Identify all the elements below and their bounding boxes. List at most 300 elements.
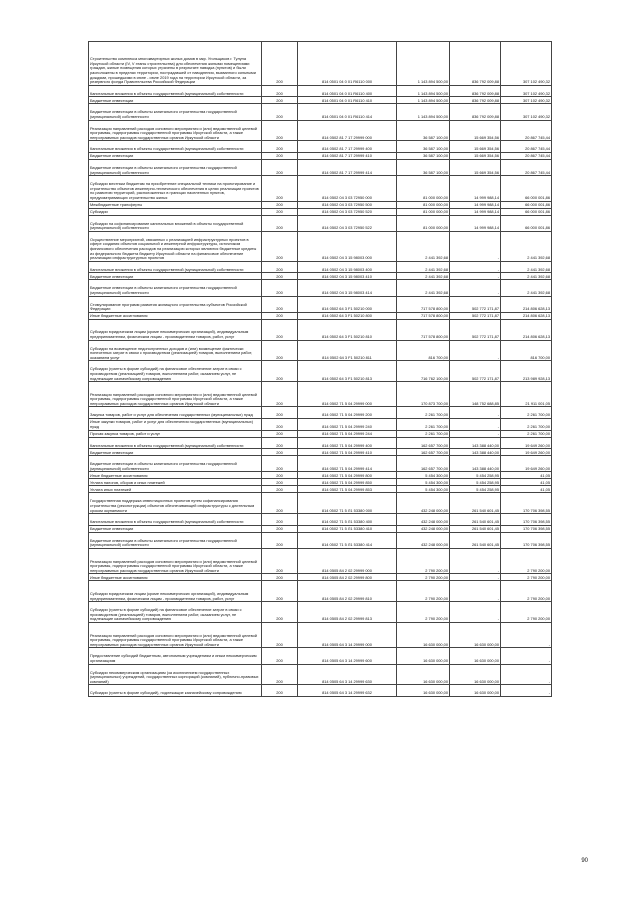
- executed-amount: -: [450, 430, 501, 437]
- row-name: Бюджетные инвестиции: [89, 449, 262, 456]
- budget-code: 814 0502 71 5 Л1 53380 400: [298, 514, 397, 526]
- row-name: Реализация направлений расходов основного мероприятия и (или) ведомственной целевой программы, подпрограммы государственной программы Иркутской области, а также непрограммных расходов государственных органов Иркутской области: [89, 120, 262, 141]
- budget-code: 814 0502 71 5 Л1 53380 414: [298, 532, 397, 548]
- unexecuted-amount: 2 790 200,00: [501, 602, 552, 623]
- unexecuted-amount: 19 649 260,00: [501, 456, 552, 472]
- unexecuted-amount: 66 000 001,86: [501, 208, 552, 215]
- row-name: Капитальные вложения в объекты государственной (муниципальной) собственности: [89, 141, 262, 153]
- table-row: [89, 623, 552, 648]
- unexecuted-amount: 816 700,00: [501, 340, 552, 361]
- line-code: 200: [262, 407, 298, 419]
- row-name: Капитальные вложения в объекты государственной (муниципальной) собственности: [89, 261, 262, 273]
- executed-amount: -: [450, 419, 501, 431]
- table-row: [89, 514, 552, 526]
- line-code: 200: [262, 602, 298, 623]
- row-name: Бюджетные инвестиции в объекты капитального строительства государственной (муниципальной) собственности: [89, 159, 262, 175]
- budget-code: 814 0502 04 3 15 98003 400: [298, 261, 397, 273]
- executed-amount: 14 999 988,14: [450, 208, 501, 215]
- row-name: Стимулирование программ развития жилищного строительства субъектов Российской Федерации: [89, 296, 262, 312]
- table-row: [89, 176, 552, 201]
- line-code: 200: [262, 280, 298, 296]
- row-name: Реализация направлений расходов основного мероприятия и (или) ведомственной целевой программы, подпрограммы государственной программы Иркутской области, а также непрограммных расходов государственных органов Иркутской области: [89, 549, 262, 574]
- budget-code: 814 0502 04 3 15 98003 414: [298, 280, 397, 296]
- line-code: 200: [262, 104, 298, 120]
- row-name: Бюджетные инвестиции: [89, 152, 262, 159]
- row-name: Бюджетные инвестиции: [89, 97, 262, 104]
- unexecuted-amount: -: [501, 623, 552, 648]
- budget-code: 814 0505 84 2 02 29999 000: [298, 549, 397, 574]
- approved-amount: 432 248 000,00: [397, 493, 450, 514]
- approved-amount: 432 248 000,00: [397, 514, 450, 526]
- line-code: 200: [262, 449, 298, 456]
- line-code: 200: [262, 201, 298, 208]
- line-code: 200: [262, 97, 298, 104]
- executed-amount: 143 388 440,00: [450, 449, 501, 456]
- approved-amount: 716 762 100,00: [397, 361, 450, 382]
- budget-code: 814 0502 04 3 03 72950 500: [298, 201, 397, 208]
- line-code: 200: [262, 514, 298, 526]
- budget-code: 814 0502 71 5 Л1 53380 000: [298, 493, 397, 514]
- approved-amount: 81 000 000,00: [397, 215, 450, 231]
- row-name: Субсидии некоммерческим организациям (за исключением государственных (муниципальных) учреждений, государственных корпораций (компаний), публично-правовых компаний): [89, 664, 262, 685]
- row-name: Реализация направлений расходов основного мероприятия и (или) ведомственной целевой программы, подпрограммы государственной программы Иркутской области, а также непрограммных расходов государственных органов Иркутской области: [89, 623, 262, 648]
- unexecuted-amount: 20 867 745,44: [501, 120, 552, 141]
- executed-amount: 836 792 009,88: [450, 104, 501, 120]
- unexecuted-amount: 214 806 628,13: [501, 312, 552, 319]
- unexecuted-amount: 19 649 260,00: [501, 449, 552, 456]
- budget-code: 814 0505 84 2 02 29999 810: [298, 581, 397, 602]
- unexecuted-amount: 2 261 700,00: [501, 419, 552, 431]
- budget-table: [88, 41, 551, 697]
- executed-amount: 5 454 258,95: [450, 486, 501, 493]
- row-name: Субсидии на возмещение недополученных доходов и (или) возмещение фактически понесенных затрат в связи с производством (реализацией) товаров, выполнением работ, оказанием услуг: [89, 340, 262, 361]
- budget-code: 814 0502 04 3 15 98003 410: [298, 273, 397, 280]
- executed-amount: -: [450, 340, 501, 361]
- row-name: Закупка товаров, работ и услуг для обеспечения государственных (муниципальных) нужд: [89, 407, 262, 419]
- budget-code: 814 0502 64 3 F1 50210 000: [298, 296, 397, 312]
- unexecuted-amount: 170 706 398,55: [501, 532, 552, 548]
- row-name: Субсидии (гранты в форме субсидий) на финансовое обеспечение затрат в связи с производством (реализацией) товаров, выполнением работ, оказанием услуг, не подлежащие казначейскому сопровождению: [89, 602, 262, 623]
- approved-amount: 1 143 894 500,00: [397, 104, 450, 120]
- unexecuted-amount: 66 000 001,86: [501, 201, 552, 208]
- approved-amount: 5 454 300,00: [397, 486, 450, 493]
- row-name: Уплата налогов, сборов и иных платежей: [89, 479, 262, 486]
- line-code: 200: [262, 430, 298, 437]
- approved-amount: 2 790 200,00: [397, 549, 450, 574]
- table-row: [89, 120, 552, 141]
- line-code: 200: [262, 296, 298, 312]
- executed-amount: -: [450, 574, 501, 581]
- approved-amount: 16 630 000,00: [397, 664, 450, 685]
- line-code: 200: [262, 340, 298, 361]
- table-row: [89, 581, 552, 602]
- executed-amount: -: [450, 261, 501, 273]
- line-code: 200: [262, 648, 298, 664]
- row-name: Капитальные вложения в объекты государственной (муниципальной) собственности: [89, 514, 262, 526]
- budget-code: 814 0502 71 5 04 29999 240: [298, 419, 397, 431]
- line-code: 200: [262, 231, 298, 261]
- approved-amount: 2 790 200,00: [397, 581, 450, 602]
- line-code: 200: [262, 361, 298, 382]
- executed-amount: 836 792 009,88: [450, 97, 501, 104]
- table-row: [89, 449, 552, 456]
- row-name: Прочая закупка товаров, работ и услуг: [89, 430, 262, 437]
- table-row: [89, 437, 552, 449]
- unexecuted-amount: 41,05: [501, 472, 552, 479]
- budget-code: 814 0502 64 3 F1 50210 800: [298, 312, 397, 319]
- approved-amount: 16 630 000,00: [397, 648, 450, 664]
- line-code: 200: [262, 141, 298, 153]
- table-row: [89, 664, 552, 685]
- line-code: 200: [262, 574, 298, 581]
- table-row: [89, 382, 552, 407]
- executed-amount: -: [450, 581, 501, 602]
- budget-code: 814 0505 64 3 14 29999 600: [298, 648, 397, 664]
- approved-amount: 162 657 700,00: [397, 437, 450, 449]
- executed-amount: 148 752 688,85: [450, 382, 501, 407]
- line-code: 200: [262, 623, 298, 648]
- table-row: [89, 261, 552, 273]
- executed-amount: -: [450, 273, 501, 280]
- approved-amount: 432 248 000,00: [397, 532, 450, 548]
- line-code: 200: [262, 319, 298, 340]
- budget-code: 814 0502 04 3 15 98003 000: [298, 231, 397, 261]
- row-name: Иные бюджетные ассигнования: [89, 574, 262, 581]
- table-row: [89, 340, 552, 361]
- line-code: 200: [262, 312, 298, 319]
- unexecuted-amount: 307 102 490,32: [501, 97, 552, 104]
- unexecuted-amount: 41,05: [501, 479, 552, 486]
- approved-amount: 36 587 100,00: [397, 120, 450, 141]
- approved-amount: 162 657 700,00: [397, 449, 450, 456]
- budget-code: 814 0502 71 5 04 29999 400: [298, 437, 397, 449]
- unexecuted-amount: 307 102 490,32: [501, 42, 552, 86]
- executed-amount: 143 388 440,00: [450, 456, 501, 472]
- table-row: [89, 42, 552, 86]
- approved-amount: 162 657 700,00: [397, 456, 450, 472]
- budget-code: 814 0502 71 5 04 29999 200: [298, 407, 397, 419]
- executed-amount: 15 669 354,56: [450, 120, 501, 141]
- row-name: Субсидии (гранты в форме субсидий), подлежащие казначейскому сопровождению: [89, 685, 262, 697]
- row-name: Бюджетные инвестиции в объекты капитального строительства государственной (муниципальной) собственности: [89, 280, 262, 296]
- unexecuted-amount: 2 441 392,68: [501, 280, 552, 296]
- table-row: [89, 486, 552, 493]
- approved-amount: 36 587 100,00: [397, 159, 450, 175]
- row-name: Бюджетные инвестиции в объекты капитального строительства государственной (муниципальной) собственности: [89, 456, 262, 472]
- budget-code: 814 0502 71 5 04 29999 414: [298, 456, 397, 472]
- approved-amount: 5 454 300,00: [397, 479, 450, 486]
- unexecuted-amount: 2 261 700,00: [501, 430, 552, 437]
- approved-amount: 2 790 200,00: [397, 602, 450, 623]
- row-name: Субсидии на софинансирование капитальных вложений в объекты государственной (муниципальной) собственности: [89, 215, 262, 231]
- budget-code: 814 0505 84 2 02 29999 800: [298, 574, 397, 581]
- table-row: [89, 648, 552, 664]
- budget-code: 814 0502 81 7 17 29999 400: [298, 141, 397, 153]
- executed-amount: 15 669 354,56: [450, 141, 501, 153]
- budget-code: 814 0505 64 3 14 29999 632: [298, 685, 397, 697]
- approved-amount: 717 578 800,00: [397, 312, 450, 319]
- unexecuted-amount: 2 441 392,68: [501, 261, 552, 273]
- approved-amount: 81 000 000,00: [397, 201, 450, 208]
- budget-code: 814 0502 71 5 04 29999 244: [298, 430, 397, 437]
- row-name: Субсидии юридическим лицам (кроме некоммерческих организаций), индивидуальным предпринимателям, физическим лицам - производителям товаров, работ, услуг: [89, 581, 262, 602]
- table-row: [89, 97, 552, 104]
- executed-amount: 502 772 171,87: [450, 296, 501, 312]
- row-name: Реализация направлений расходов основного мероприятия и (или) ведомственной целевой программы, подпрограммы государственной программы Иркутской области, а также непрограммных расходов государственных органов Иркутской области: [89, 382, 262, 407]
- line-code: 200: [262, 486, 298, 493]
- row-name: Иные бюджетные ассигнования: [89, 312, 262, 319]
- row-name: Строительство комплекса многоквартирных жилых домов в мкр. Угольщиков г. Тулуна Иркутской области (IV, V этапы строительства) для обеспечения жилыми помещениями граждан, жилые помещения которых утрачены в результате паводка (пунктов) и были расположены в пределах территории, пострадавшей от наводнения, вызванного сильными дождями, прошедшими в июне - июле 2019 года на территории Иркутской области, за резервного фонда Правительства Российской Федерации: [89, 42, 262, 86]
- row-name: Капитальные вложения в объекты государственной (муниципальной) собственности: [89, 437, 262, 449]
- executed-amount: 14 999 988,14: [450, 201, 501, 208]
- approved-amount: 2 261 700,00: [397, 419, 450, 431]
- line-code: 200: [262, 215, 298, 231]
- executed-amount: 16 630 000,00: [450, 685, 501, 697]
- approved-amount: 5 454 300,00: [397, 472, 450, 479]
- budget-code: 814 0502 71 5 Л1 53380 410: [298, 525, 397, 532]
- line-code: 200: [262, 581, 298, 602]
- row-name: Бюджетные инвестиции в объекты капитального строительства государственной (муниципальной) собственности: [89, 104, 262, 120]
- line-code: 200: [262, 419, 298, 431]
- unexecuted-amount: 2 261 700,00: [501, 407, 552, 419]
- budget-code: 814 0501 04 0 01 R6110 000: [298, 42, 397, 86]
- unexecuted-amount: 307 102 490,32: [501, 104, 552, 120]
- approved-amount: 1 143 894 500,00: [397, 97, 450, 104]
- budget-code: 814 0501 04 0 01 R6110 410: [298, 97, 397, 104]
- table-row: [89, 273, 552, 280]
- table-row: [89, 549, 552, 574]
- executed-amount: -: [450, 602, 501, 623]
- unexecuted-amount: 20 867 745,44: [501, 141, 552, 153]
- unexecuted-amount: 2 441 392,68: [501, 273, 552, 280]
- approved-amount: 2 441 392,68: [397, 231, 450, 261]
- budget-code: 814 0502 81 7 17 29999 000: [298, 120, 397, 141]
- approved-amount: 717 578 800,00: [397, 296, 450, 312]
- line-code: 200: [262, 382, 298, 407]
- executed-amount: -: [450, 280, 501, 296]
- budget-code: 814 0502 64 3 F1 50210 810: [298, 319, 397, 340]
- row-name: Субсидии местным бюджетам на приобретение специальной техники на проектирование и строительство объектов инженерно-технического обеспечения в целях реализации проектов по развитию территорий, расположенных в границах населенных пунктов, предусматривающих строительство жилья: [89, 176, 262, 201]
- approved-amount: 16 630 000,00: [397, 623, 450, 648]
- executed-amount: -: [450, 231, 501, 261]
- budget-code: 814 0502 04 3 03 72950 522: [298, 215, 397, 231]
- budget-code: 814 0502 81 7 17 29999 414: [298, 159, 397, 175]
- line-code: 200: [262, 42, 298, 86]
- executed-amount: 261 540 601,45: [450, 532, 501, 548]
- approved-amount: 81 000 000,00: [397, 176, 450, 201]
- budget-code: 814 0501 04 0 01 R6110 400: [298, 85, 397, 97]
- row-name: Государственная поддержка инвестиционных проектов путем софинансирования строительства (реконструкции) объектов обеспечивающей инфраструктуры с длительным сроком окупаемости: [89, 493, 262, 514]
- unexecuted-amount: 214 806 628,13: [501, 319, 552, 340]
- unexecuted-amount: -: [501, 648, 552, 664]
- table-row: [89, 685, 552, 697]
- budget-code: 814 0505 64 3 14 29999 000: [298, 623, 397, 648]
- unexecuted-amount: -: [501, 685, 552, 697]
- unexecuted-amount: 21 911 001,05: [501, 382, 552, 407]
- executed-amount: 16 630 000,00: [450, 664, 501, 685]
- unexecuted-amount: 213 989 928,13: [501, 361, 552, 382]
- executed-amount: 143 388 440,00: [450, 437, 501, 449]
- line-code: 200: [262, 532, 298, 548]
- executed-amount: 836 792 009,88: [450, 42, 501, 86]
- executed-amount: 5 454 258,95: [450, 479, 501, 486]
- unexecuted-amount: 2 790 200,00: [501, 581, 552, 602]
- row-name: Предоставление субсидий бюджетным, автономным учреждениям и иным некоммерческим организациям: [89, 648, 262, 664]
- line-code: 200: [262, 208, 298, 215]
- row-name: Субсидии: [89, 208, 262, 215]
- table-row: [89, 361, 552, 382]
- approved-amount: 1 143 894 500,00: [397, 42, 450, 86]
- row-name: Межбюджетные трансферты: [89, 201, 262, 208]
- budget-code: 814 0502 81 7 17 29999 410: [298, 152, 397, 159]
- unexecuted-amount: 170 706 398,55: [501, 514, 552, 526]
- table-row: [89, 574, 552, 581]
- unexecuted-amount: 20 867 745,44: [501, 152, 552, 159]
- budget-code: 814 0502 71 5 04 29999 000: [298, 382, 397, 407]
- budget-code: 814 0502 64 3 F1 50210 811: [298, 340, 397, 361]
- table-row: [89, 479, 552, 486]
- budget-code: 814 0505 64 3 14 29999 630: [298, 664, 397, 685]
- table-row: [89, 152, 552, 159]
- row-name: Субсидии юридическим лицам (кроме некоммерческих организаций), индивидуальным предпринимателям, физическим лицам - производителям товаров, работ, услуг: [89, 319, 262, 340]
- line-code: 200: [262, 176, 298, 201]
- line-code: 200: [262, 549, 298, 574]
- unexecuted-amount: 214 806 628,13: [501, 296, 552, 312]
- budget-code: 814 0501 04 0 01 R6110 414: [298, 104, 397, 120]
- table-row: [89, 472, 552, 479]
- budget-code: 814 0505 84 2 02 29999 813: [298, 602, 397, 623]
- approved-amount: 81 000 000,00: [397, 208, 450, 215]
- approved-amount: 2 441 392,68: [397, 280, 450, 296]
- page-number: 90: [581, 858, 588, 864]
- row-name: Уплата иных платежей: [89, 486, 262, 493]
- row-name: Субсидии (гранты в форме субсидий) на финансовое обеспечение затрат в связи с производством (реализацией) товаров, выполнением работ, оказанием услуг, не подлежащие казначейскому сопровождению: [89, 361, 262, 382]
- approved-amount: 170 873 700,00: [397, 382, 450, 407]
- table-row: [89, 602, 552, 623]
- executed-amount: 5 454 258,95: [450, 472, 501, 479]
- table-row: [89, 85, 552, 97]
- approved-amount: 2 261 700,00: [397, 430, 450, 437]
- budget-code: 814 0502 64 3 F1 50210 813: [298, 361, 397, 382]
- executed-amount: 15 669 354,56: [450, 159, 501, 175]
- table-row: [89, 419, 552, 431]
- executed-amount: 836 792 009,88: [450, 85, 501, 97]
- table-row: [89, 296, 552, 312]
- executed-amount: 14 999 988,14: [450, 215, 501, 231]
- table-row: [89, 280, 552, 296]
- unexecuted-amount: 170 706 398,55: [501, 525, 552, 532]
- approved-amount: 2 441 392,68: [397, 261, 450, 273]
- executed-amount: 261 540 601,45: [450, 493, 501, 514]
- approved-amount: 717 578 800,00: [397, 319, 450, 340]
- line-code: 200: [262, 273, 298, 280]
- executed-amount: -: [450, 549, 501, 574]
- table-row: [89, 319, 552, 340]
- approved-amount: 2 441 392,68: [397, 273, 450, 280]
- budget-code: 814 0502 71 5 04 29999 410: [298, 449, 397, 456]
- line-code: 200: [262, 525, 298, 532]
- budget-code: 814 0502 71 5 04 29999 853: [298, 486, 397, 493]
- approved-amount: 36 587 100,00: [397, 141, 450, 153]
- unexecuted-amount: 20 867 745,44: [501, 159, 552, 175]
- executed-amount: 14 999 988,14: [450, 176, 501, 201]
- executed-amount: 261 540 601,45: [450, 525, 501, 532]
- line-code: 200: [262, 152, 298, 159]
- line-code: 200: [262, 664, 298, 685]
- row-name: Бюджетные инвестиции: [89, 525, 262, 532]
- executed-amount: 16 630 000,00: [450, 623, 501, 648]
- line-code: 200: [262, 685, 298, 697]
- row-name: Бюджетные инвестиции: [89, 273, 262, 280]
- line-code: 200: [262, 493, 298, 514]
- row-name: Капитальные вложения в объекты государственной (муниципальной) собственности: [89, 85, 262, 97]
- approved-amount: 2 261 700,00: [397, 407, 450, 419]
- row-name: Осуществление мероприятий, связанных с реализацией инфраструктурных проектов в сфере создания объектов социальной и инженерной инфраструктуры, источником финансового обеспечения расходов на реализацию которых являются бюджетные кредиты из федерального бюджета бюджету Иркутской области на финансовое обеспечение реализации инфраструктурных проектов: [89, 231, 262, 261]
- table-row: [89, 231, 552, 261]
- table-row: [89, 532, 552, 548]
- unexecuted-amount: 66 000 001,86: [501, 215, 552, 231]
- budget-code: 814 0502 04 3 03 72950 520: [298, 208, 397, 215]
- line-code: 200: [262, 120, 298, 141]
- table-row: [89, 525, 552, 532]
- row-name: Иные бюджетные ассигнования: [89, 472, 262, 479]
- budget-code: 814 0502 71 5 04 29999 850: [298, 479, 397, 486]
- line-code: 200: [262, 456, 298, 472]
- table-row: [89, 104, 552, 120]
- line-code: 200: [262, 437, 298, 449]
- unexecuted-amount: -: [501, 664, 552, 685]
- table-row: [89, 208, 552, 215]
- unexecuted-amount: 170 706 398,55: [501, 493, 552, 514]
- line-code: 200: [262, 261, 298, 273]
- executed-amount: 16 630 000,00: [450, 648, 501, 664]
- unexecuted-amount: 2 790 200,00: [501, 549, 552, 574]
- approved-amount: 16 630 000,00: [397, 685, 450, 697]
- row-name: Бюджетные инвестиции в объекты капитального строительства государственной (муниципальной) собственности: [89, 532, 262, 548]
- table-row: [89, 456, 552, 472]
- line-code: 200: [262, 85, 298, 97]
- approved-amount: 1 143 894 500,00: [397, 85, 450, 97]
- unexecuted-amount: 66 000 001,86: [501, 176, 552, 201]
- line-code: 200: [262, 472, 298, 479]
- executed-amount: 261 540 601,45: [450, 514, 501, 526]
- approved-amount: 816 700,00: [397, 340, 450, 361]
- unexecuted-amount: 2 790 200,00: [501, 574, 552, 581]
- approved-amount: 2 790 200,00: [397, 574, 450, 581]
- line-code: 200: [262, 479, 298, 486]
- table-row: [89, 312, 552, 319]
- executed-amount: -: [450, 407, 501, 419]
- table-row: [89, 141, 552, 153]
- executed-amount: 502 772 171,87: [450, 312, 501, 319]
- unexecuted-amount: 2 441 392,68: [501, 231, 552, 261]
- table-row: [89, 430, 552, 437]
- approved-amount: 36 587 100,00: [397, 152, 450, 159]
- approved-amount: 432 248 000,00: [397, 525, 450, 532]
- table-row: [89, 201, 552, 208]
- budget-code: 814 0502 04 3 03 72950 000: [298, 176, 397, 201]
- unexecuted-amount: 19 649 260,00: [501, 437, 552, 449]
- unexecuted-amount: 307 102 490,32: [501, 85, 552, 97]
- executed-amount: 502 772 171,87: [450, 319, 501, 340]
- table-row: [89, 215, 552, 231]
- row-name: Иные закупки товаров, работ и услуг для обеспечения государственных (муниципальных) нужд: [89, 419, 262, 431]
- executed-amount: 15 669 354,56: [450, 152, 501, 159]
- table-row: [89, 493, 552, 514]
- unexecuted-amount: 41,05: [501, 486, 552, 493]
- line-code: 200: [262, 159, 298, 175]
- executed-amount: 502 772 171,87: [450, 361, 501, 382]
